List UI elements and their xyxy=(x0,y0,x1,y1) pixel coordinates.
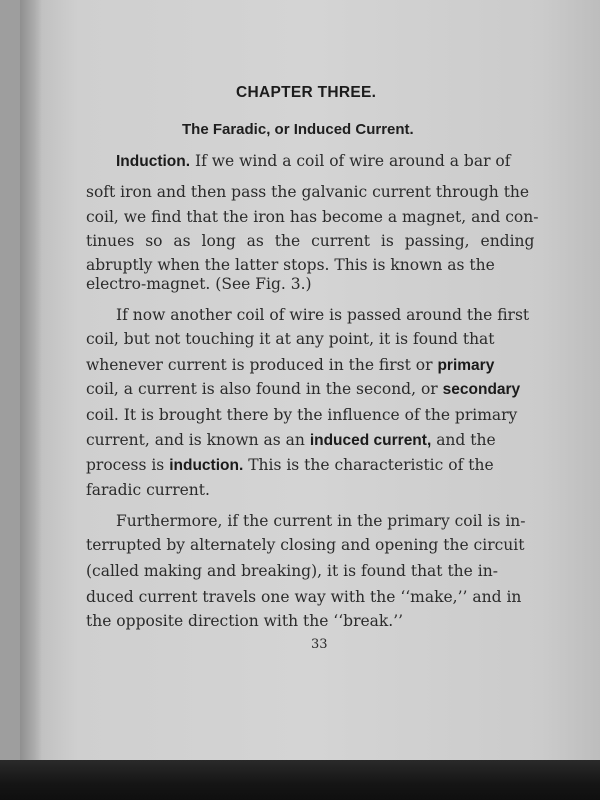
text-span: process is xyxy=(86,456,165,474)
paragraph-3-line-1: Furthermore, if the current in the primary coil is in- xyxy=(116,512,526,530)
text-span: coil, a current is also found in the second, or xyxy=(86,380,438,398)
paragraph-2-line-3 xyxy=(86,356,494,375)
term-primary: primary xyxy=(437,357,495,374)
text-span: If we wind a coil of wire around a bar of xyxy=(194,152,511,170)
text-span: and the xyxy=(436,431,496,449)
paragraph-2-line-5: coil. It is brought there by the influence of the primary xyxy=(86,406,518,424)
page-gutter-shadow xyxy=(20,0,42,760)
page-number: 33 xyxy=(311,637,328,652)
text-span: This is the characteristic of the xyxy=(248,456,494,474)
term-induced-current: induced current, xyxy=(309,432,432,449)
paragraph-2-line-2: coil, but not touching it at any point, it is found that xyxy=(86,330,495,348)
paragraph-2-line-4 xyxy=(86,380,520,399)
paragraph-2-line-8: faradic current. xyxy=(86,481,210,499)
paragraph-1-line-3: coil, we find that the iron has become a magnet, and con- xyxy=(86,208,539,226)
term-induction: Induction. xyxy=(116,153,191,170)
dark-background-edge xyxy=(0,760,600,800)
paragraph-1-line-2: soft iron and then pass the galvanic current through the xyxy=(86,183,530,201)
paragraph-2-line-7 xyxy=(86,456,494,475)
paragraph-1-line-5: abruptly when the latter stops. This is known as the xyxy=(86,256,495,274)
paragraph-2-line-1: If now another coil of wire is passed around the first xyxy=(116,306,530,324)
paragraph-1-line-6: electro-magnet. (See Fig. 3.) xyxy=(86,275,312,293)
paragraph-1-line-4: tinues so as long as the current is passing, ending xyxy=(86,232,535,250)
paragraph-2-line-6 xyxy=(86,431,496,450)
chapter-heading: CHAPTER THREE. xyxy=(236,84,377,101)
paragraph-1-line-1 xyxy=(116,152,510,171)
term-secondary: secondary xyxy=(442,381,521,398)
term-induction-2: induction. xyxy=(169,457,244,474)
text-span: current, and is known as an xyxy=(86,431,305,449)
paragraph-3-line-5: the opposite direction with the ‘‘break.’’ xyxy=(86,612,404,630)
paragraph-3-line-2: terrupted by alternately closing and opening the circuit xyxy=(86,536,525,554)
paragraph-3-line-3: (called making and breaking), it is found that the in- xyxy=(86,562,498,580)
section-title: The Faradic, or Induced Current. xyxy=(182,121,414,138)
text-span: whenever current is produced in the first or xyxy=(86,356,433,374)
paragraph-3-line-4: duced current travels one way with the ‘‘make,’’ and in xyxy=(86,588,522,606)
